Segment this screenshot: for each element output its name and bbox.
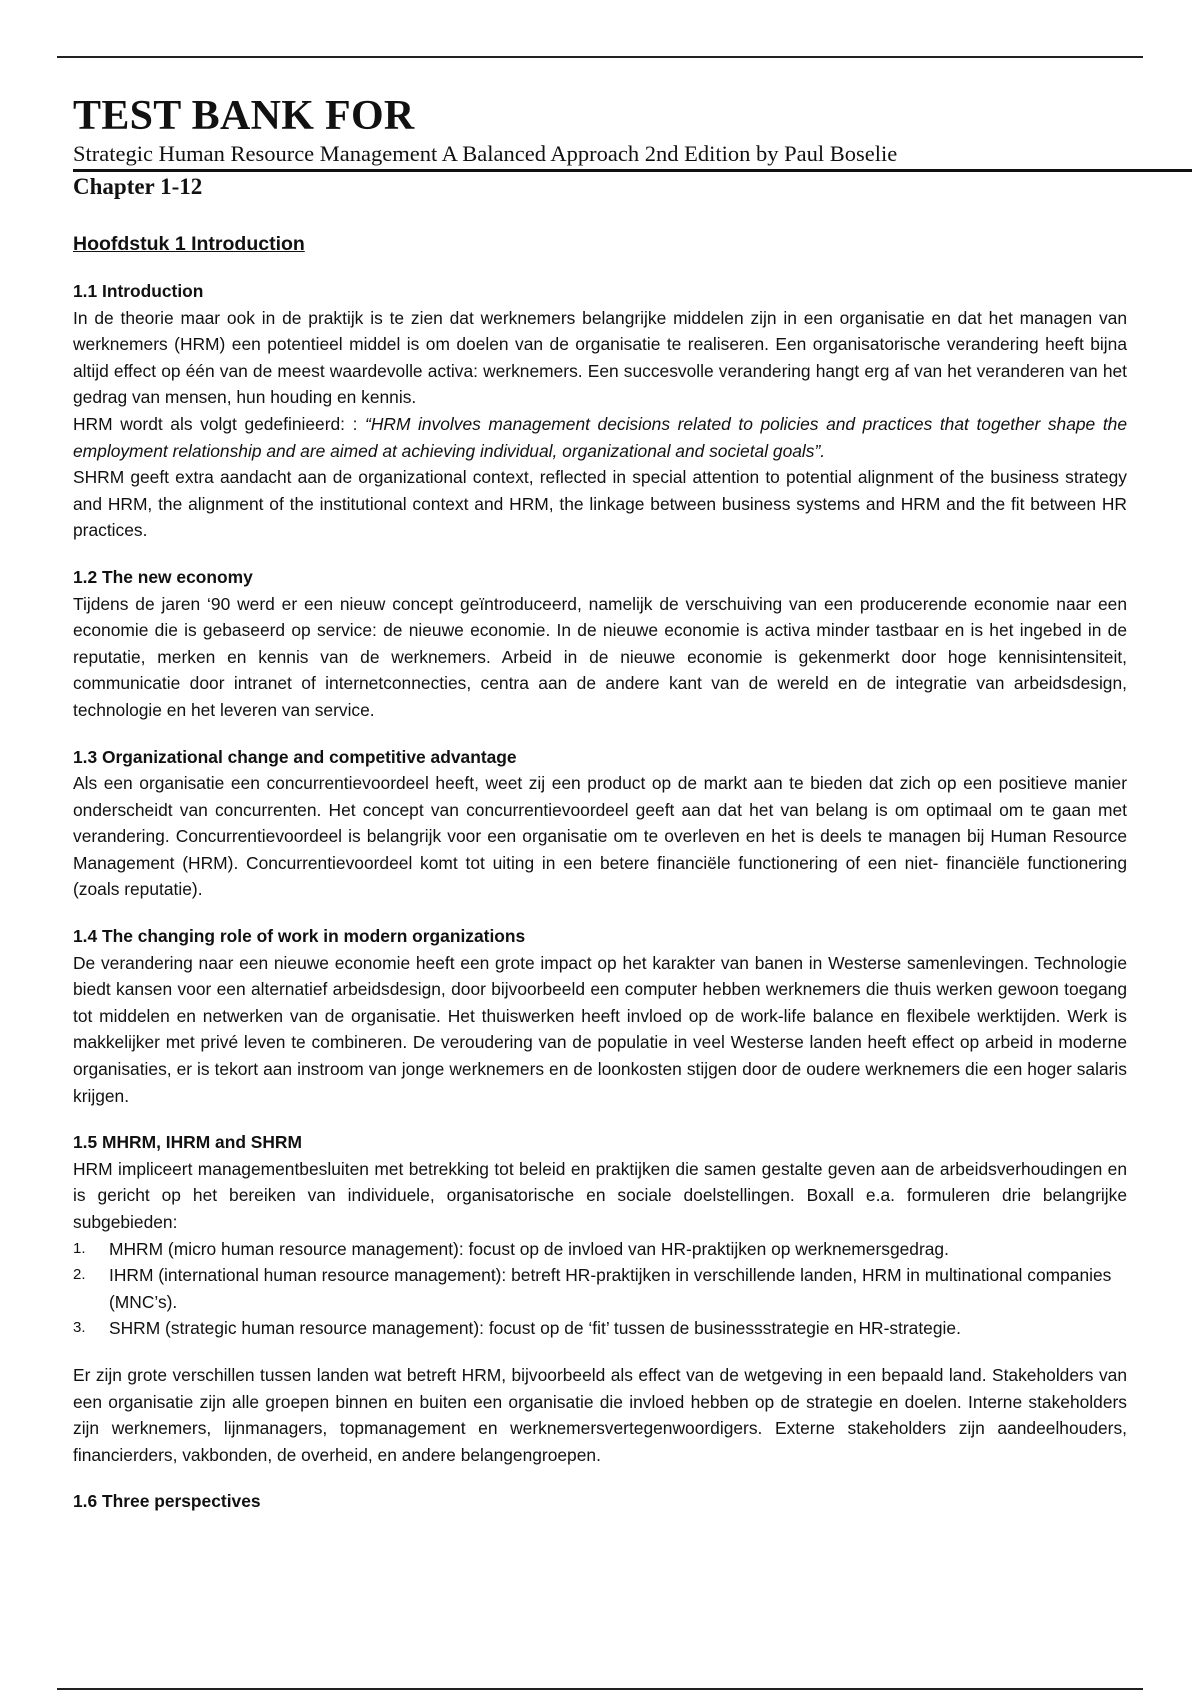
list-text: MHRM (micro human resource management): focust op de invloed van HR-praktijken op werknemersgedrag. [109,1238,949,1259]
spacer [73,1342,1127,1362]
paragraph: Tijdens de jaren ‘90 werd er een nieuw concept geïntroduceerd, namelijk de verschuiving van een producerende economie naar een economie die is gebaseerd op service: de nieuwe economie. In de nieuwe economie is activa minder tastbaar en is het ingebed in de reputatie, merken en kennis van de werknemers. Arbeid in de nieuwe economie is gekenmerkt door hoge kennisintensiteit, communicatie door intranet of internetconnecties, centra aan de andere kant van de wereld en de integratie van arbeidsdesign, technologie en het leveren van service. [73,593,1127,720]
chapter-range: Chapter 1-12 [73,174,203,199]
list-item [73,1315,1127,1342]
definition-lead: HRM wordt als volgt gedefinieerd: : [73,413,366,434]
list-number: 2. [73,1266,86,1284]
section-1-6 [73,1488,1127,1515]
list-text: IHRM (international human resource management): betreft HR-praktijken in verschillende landen, HRM in multinational companies (MNC’s). [109,1265,1112,1312]
section-heading: 1.2 The new economy [73,566,253,587]
document-body [73,230,1127,1535]
list-item [73,1236,1127,1263]
definition-quote: “HRM involves management decisions related to policies and practices that together shape the employment relationship and are aimed at achieving individual, organizational and societal goals”. [73,413,1127,461]
paragraph: Er zijn grote verschillen tussen landen wat betreft HRM, bijvoorbeeld als effect van de wetgeving in een bepaald land. Stakeholders van een organisatie zijn alle groepen binnen en buiten een organisatie die invloed hebben op de strategie en doelen. Interne stakeholders zijn werknemers, lijnmanagers, topmanagement en werknemersvertegenwoordigers. Externe stakeholders zijn aandeelhouders, financierders, vakbonden, de overheid, en andere belangengroepen. [73,1364,1127,1465]
definition-paragraph [73,411,1127,464]
paragraph: SHRM geeft extra aandacht aan de organizational context, reflected in special attention to potential alignment of the business strategy and HRM, the alignment of the institutional context and HRM, the linkage between business systems and HRM and the fit between HR practices. [73,467,1127,541]
paragraph: De verandering naar een nieuwe economie heeft een grote impact op het karakter van banen in Westerse samenlevingen. Technologie biedt kansen voor een alternatief arbeidsdesign, door bijvoorbeeld een computer hebben werknemers die thuis werken gewoon toegang tot middelen en netwerken van de organisatie. Het thuiswerken heeft invloed op de work-life balance en flexibele werktijden. Werk is makkelijker met privé leven te combineren. De veroudering van de populatie in veel Westerse landen heeft effect op arbeid in moderne organisaties, er is tekort aan instroom van jonge werknemers en de loonkosten stijgen door de oudere werknemers die een hoger salaris krijgen. [73,952,1127,1106]
top-rule [57,56,1143,58]
section-1-5 [73,1129,1127,1468]
section-1-1 [73,278,1127,544]
section-heading: 1.4 The changing role of work in modern organizations [73,926,526,947]
bottom-rule [57,1688,1143,1690]
section-heading: 1.6 Three perspectives [73,1491,261,1512]
section-1-4 [73,923,1127,1109]
page-title: TEST BANK FOR [73,93,415,139]
book-subtitle: Strategic Human Resource Management A Balanced Approach 2nd Edition by Paul Boselie [73,141,898,166]
paragraph: Als een organisatie een concurrentievoordeel heeft, weet zij een product op de markt aan te bieden dat zich op een positieve manier onderscheidt van concurrenten. Het concept van concurrentievoordeel geeft aan dat het van belang is om optimaal om te gaan met verandering. Concurrentievoordeel is belangrijk voor een organisatie om te overleven en het is deels te managen bij Human Resource Management (HRM). Concurrentievoordeel komt tot uiting in een betere financiële functionering of een niet- financiële functionering (zoals reputatie). [73,773,1127,900]
list-item [73,1262,1127,1315]
subfield-list [73,1236,1127,1342]
section-heading: 1.5 MHRM, IHRM and SHRM [73,1132,302,1153]
section-1-2 [73,564,1127,724]
paragraph: In de theorie maar ook in de praktijk is te zien dat werknemers belangrijke middelen zijn in een organisatie en dat het managen van werknemers (HRM) een potentieel middel is om doelen van de organisatie te realiseren. Een organisatorische verandering heeft bijna altijd effect op één van de meest waardevolle activa: werknemers. Een succesvolle verandering hangt erg af van het veranderen van het gedrag van mensen, hun houding en kennis. [73,307,1127,408]
paragraph: HRM impliceert managementbesluiten met betrekking tot beleid en praktijken die samen gestalte geven aan de arbeidsverhoudingen en is gericht op het bereiken van individuele, organisatorische en sociale doelstellingen. Boxall e.a. formuleren drie belangrijke subgebieden: [73,1158,1127,1232]
list-number: 1. [73,1239,86,1257]
list-text: SHRM (strategic human resource management): focust op de ‘fit’ tussen de businessstrategie en HR-strategie. [109,1318,961,1339]
section-1-3 [73,744,1127,904]
document-header [73,92,1192,202]
section-heading: 1.3 Organizational change and competitive advantage [73,746,517,767]
section-heading: 1.1 Introduction [73,281,204,301]
list-number: 3. [73,1319,86,1337]
chapter-heading: Hoofdstuk 1 Introduction [73,233,305,255]
